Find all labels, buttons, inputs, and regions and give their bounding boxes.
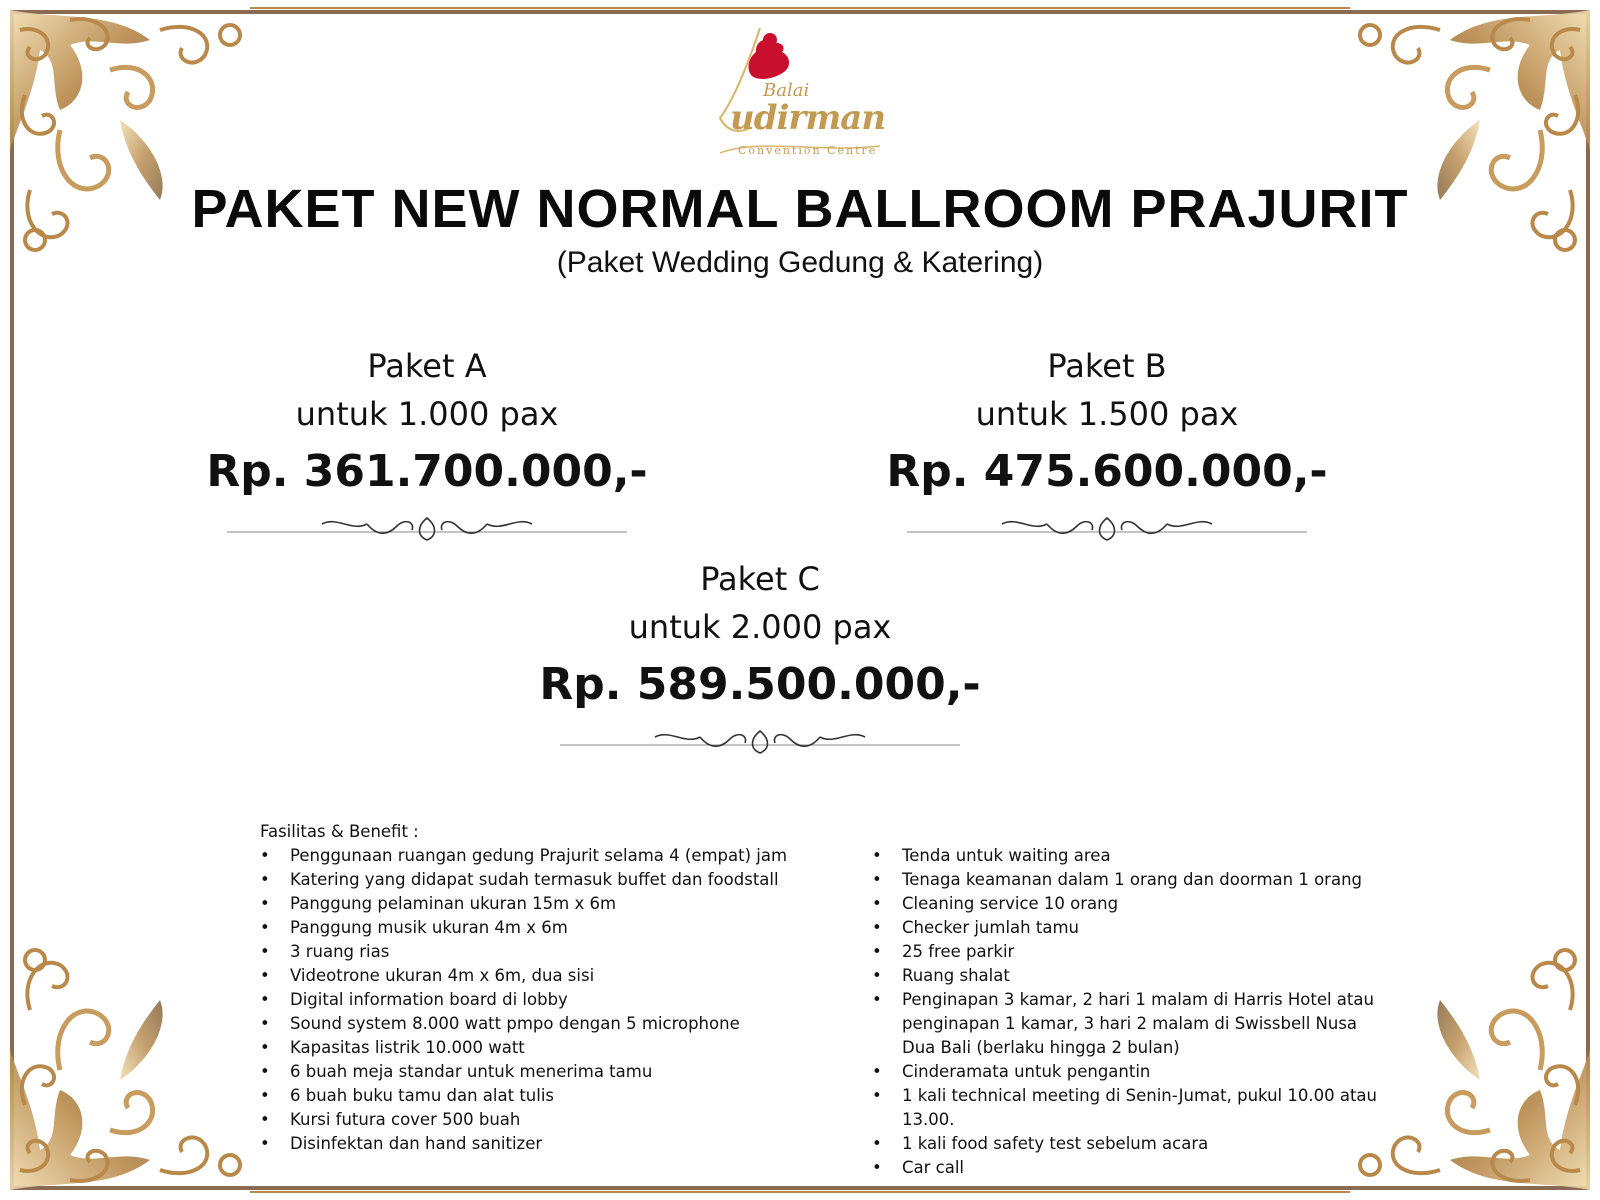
package-pax: untuk 1.500 pax (975, 395, 1239, 433)
facilities-right-column (872, 844, 1392, 1180)
list-item: • Panggung musik ukuran 4m x 6m (260, 916, 820, 940)
list-item: • 6 buah buku tamu dan alat tulis (260, 1084, 820, 1108)
logo (700, 18, 910, 168)
list-item: • Checker jumlah tamu (872, 916, 1392, 940)
package-price: Rp. 361.700.000,- (206, 446, 648, 497)
list-item: • Digital information board di lobby (260, 988, 820, 1012)
page-title: PAKET NEW NORMAL BALLROOM PRAJURIT (191, 179, 1409, 239)
facilities-left-column (260, 820, 820, 1156)
list-item: • Katering yang didapat sudah termasuk buffet dan foodstall (260, 868, 820, 892)
list-item: • Tenaga keamanan dalam 1 orang dan doorman 1 orang (872, 868, 1392, 892)
package-price: Rp. 475.600.000,- (886, 446, 1328, 497)
list-item: • Panggung pelaminan ukuran 15m x 6m (260, 892, 820, 916)
logo-brand-large: udirman (730, 98, 886, 138)
list-item: • Penggunaan ruangan gedung Prajurit selama 4 (empat) jam (260, 844, 820, 868)
page-subtitle: (Paket Wedding Gedung & Katering) (556, 246, 1044, 279)
package-b (847, 342, 1367, 544)
package-c (500, 555, 1020, 757)
facilities-heading: Fasilitas & Benefit : (260, 822, 419, 841)
package-name: Paket A (367, 347, 487, 385)
corner-ornament-bottom-left (10, 950, 240, 1190)
flourish-divider-icon (227, 510, 627, 544)
package-pax: untuk 1.000 pax (295, 395, 559, 433)
corner-ornament-bottom-right (1360, 950, 1590, 1190)
list-item: • 6 buah meja standar untuk menerima tamu (260, 1060, 820, 1084)
list-item: • Cleaning service 10 orang (872, 892, 1392, 916)
logo-tagline: Convention Centre (738, 144, 878, 157)
list-item: • 25 free parkir (872, 940, 1392, 964)
list-item: • 1 kali food safety test sebelum acara (872, 1132, 1392, 1156)
package-a (167, 342, 687, 544)
facilities-list-right (872, 844, 1392, 1180)
list-item: • Penginapan 3 kamar, 2 hari 1 malam di Harris Hotel atau penginapan 1 kamar, 3 hari 2 malam di Swissbell Nusa Dua Bali (berlaku hingga 2 bulan) (872, 988, 1392, 1060)
list-item: • 1 kali technical meeting di Senin-Jumat, pukul 10.00 atau 13.00. (872, 1084, 1392, 1132)
package-name: Paket B (1047, 347, 1167, 385)
list-item: • Cinderamata untuk pengantin (872, 1060, 1392, 1084)
list-item: • 3 ruang rias (260, 940, 820, 964)
list-item: • Sound system 8.000 watt pmpo dengan 5 microphone (260, 1012, 820, 1036)
package-price: Rp. 589.500.000,- (539, 659, 981, 710)
list-item: • Tenda untuk waiting area (872, 844, 1392, 868)
flourish-divider-icon (560, 723, 960, 757)
list-item: • Disinfektan dan hand sanitizer (260, 1132, 820, 1156)
list-item: • Ruang shalat (872, 964, 1392, 988)
list-item: • Car call (872, 1156, 1392, 1180)
flourish-divider-icon (907, 510, 1307, 544)
list-item: • Videotrone ukuran 4m x 6m, dua sisi (260, 964, 820, 988)
package-name: Paket C (700, 560, 820, 598)
list-item: • Kapasitas listrik 10.000 watt (260, 1036, 820, 1060)
list-item: • Kursi futura cover 500 buah (260, 1108, 820, 1132)
package-pax: untuk 2.000 pax (628, 608, 892, 646)
facilities-list-left (260, 844, 820, 1156)
logo-brand-small: Balai (763, 80, 810, 101)
